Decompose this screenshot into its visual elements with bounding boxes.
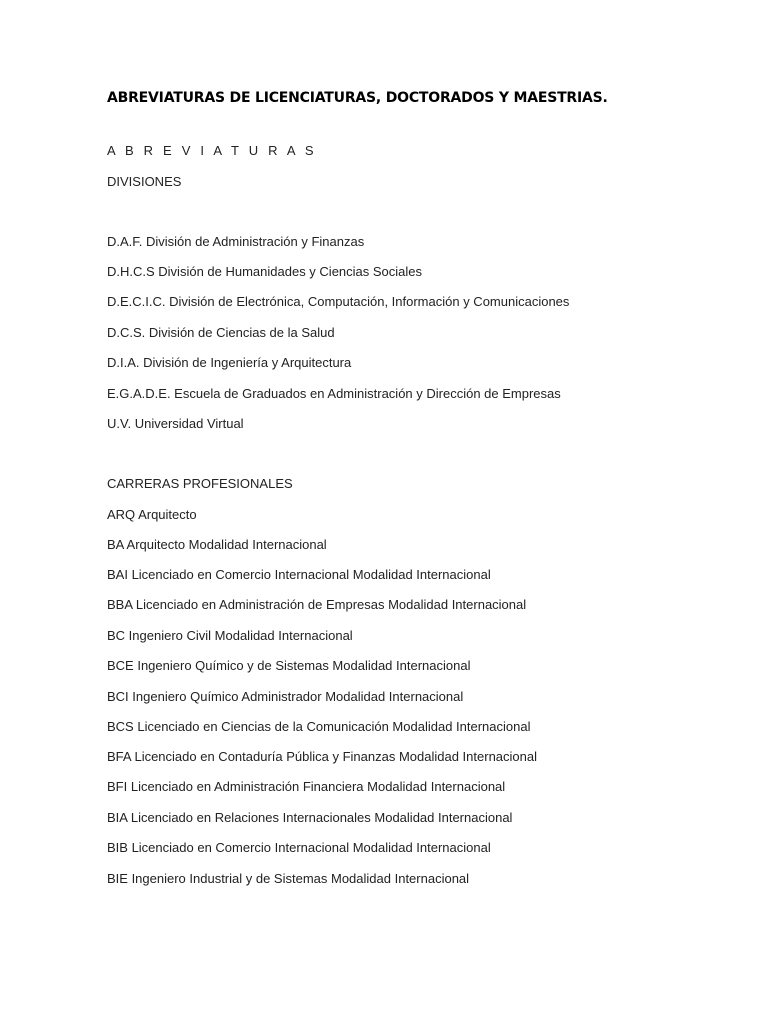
division-item: D.C.S. División de Ciencias de la Salud [107, 325, 335, 340]
career-item: BA Arquitecto Modalidad Internacional [107, 537, 327, 552]
career-item: BFA Licenciado en Contaduría Pública y Finanzas Modalidad Internacional [107, 749, 537, 764]
career-item: BAI Licenciado en Comercio Internacional Modalidad Internacional [107, 567, 491, 582]
career-item: BIA Licenciado en Relaciones Internacionales Modalidad Internacional [107, 810, 513, 825]
career-item: BC Ingeniero Civil Modalidad Internacional [107, 628, 353, 643]
division-item: D.A.F. División de Administración y Finanzas [107, 234, 365, 249]
division-item: D.H.C.S División de Humanidades y Ciencias Sociales [107, 264, 423, 279]
career-item: BCE Ingeniero Químico y de Sistemas Modalidad Internacional [107, 658, 471, 673]
division-item: D.E.C.I.C. División de Electrónica, Computación, Información y Comunicaciones [107, 294, 570, 309]
career-item: BIB Licenciado en Comercio Internacional Modalidad Internacional [107, 840, 491, 855]
careers-heading: CARRERAS PROFESIONALES [107, 476, 293, 491]
career-item: BCS Licenciado en Ciencias de la Comunicación Modalidad Internacional [107, 719, 531, 734]
career-item: BIE Ingeniero Industrial y de Sistemas Modalidad Internacional [107, 871, 470, 886]
document-title: ABREVIATURAS DE LICENCIATURAS, DOCTORADOS Y MAESTRIAS. [107, 90, 608, 106]
division-item: D.I.A. División de Ingeniería y Arquitectura [107, 355, 352, 370]
division-item: E.G.A.D.E. Escuela de Graduados en Administración y Dirección de Empresas [107, 386, 561, 401]
division-item: U.V. Universidad Virtual [107, 416, 244, 431]
abbreviations-heading: A B R E V I A T U R A S [107, 143, 317, 158]
divisions-heading: DIVISIONES [107, 174, 182, 189]
career-item: ARQ Arquitecto [107, 507, 197, 522]
career-item: BCI Ingeniero Químico Administrador Modalidad Internacional [107, 689, 464, 704]
career-item: BBA Licenciado en Administración de Empresas Modalidad Internacional [107, 597, 527, 612]
career-item: BFI Licenciado en Administración Financiera Modalidad Internacional [107, 779, 506, 794]
